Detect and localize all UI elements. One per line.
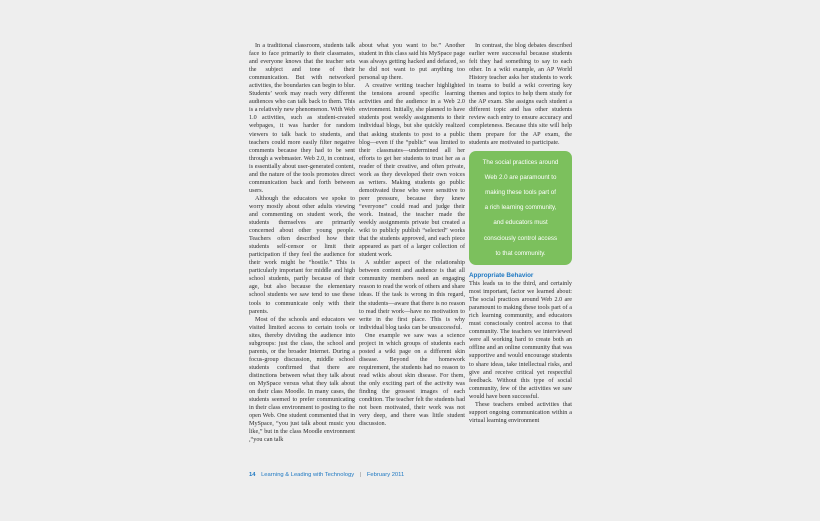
page-number: 14 (249, 472, 256, 478)
pull-quote-line: Web 2.0 are paramount to (484, 173, 557, 181)
paragraph: A subtler aspect of the relationship between content and audience is that all community members need an engaging reason to read the work of others and share ideas. If the task is wrong in this regard, the students—aware that there is no reason to read their work—have no motivation to write in the first place. This is why individual blog tasks can be unsuccessful. (359, 260, 465, 331)
footer-separator: | (359, 472, 362, 478)
pull-quote-line: making these tools part of (485, 189, 556, 197)
pull-quote-line: consciously control access (483, 234, 558, 242)
pull-quote (469, 151, 572, 265)
paragraph: Although the educators we spoke to worry mostly about other adults viewing and commenting on student work, the students themselves are primarily concerned about other young people. Teachers often described how their students self-censor or limit their participation if they feel the audience for their work might be “hostile.” This is particularly important for middle and high school students, partly because of their age, but also because the elementary school students we saw tend to use these tools to communicate only with their parents. (249, 195, 355, 315)
pull-quote-line: and educators must (493, 219, 548, 227)
text-column-2 (359, 42, 465, 428)
paragraph: In a traditional classroom, students talk face to face primarily to their classmates, and everyone knows that the teacher sets the subject and tone of their communication. But with networked activities, the boundaries can begin to blur. Students’ work may reach very different audiences who can talk back to them. This is a relatively new phenomenon. With Web 1.0 activities, such as student-created webpages, it was harder for random viewers to talk back to students, and teachers could more easily filter negative comments because they had to be sent through a webmaster. Web 2.0, in contrast, is essentially about user-generated content, and the nature of the tools promotes direct communication back and forth between users. (249, 43, 355, 194)
section-heading: Appropriate Behavior (469, 272, 534, 280)
paragraph: One example we saw was a science project in which groups of students each posted a wiki page on a different skin disease. Beyond the homework requirement, the students had no reason to read wikis about skin disease. For them, the only exciting part of the activity was finding the grossest images of each condition. The teacher felt the students had not been motivated, their work was not very deep, and there was little student discussion. (359, 332, 465, 428)
text-column-1 (249, 42, 355, 444)
paragraph: A creative writing teacher highlighted the tensions around specific learning activities and the audience in a Web 2.0 environment. Initially, she planned to have students post weekly assignments to their individual blogs, but she quickly realized that asking students to post to a public blog—even if the “public” was limited to their classmates—undermined all her efforts to get her students to trust her as a reader of their creative, and often private, work as they developed their own voices as writers. Making students go public demotivated those who were sensitive to peer pressure, because they knew “everyone” could read and judge their work. Instead, the teacher made the weekly assignments private but created a wiki to publicly publish “selected” works that the students approved, and each piece appeared as part of a larger collection of student work. (359, 83, 465, 259)
paragraph: In contrast, the blog debates described earlier were successful because students felt they had something to say to each other. In a wiki example, an AP World History teacher asks her students to work in teams to build a wiki covering key themes and topics to help them study for the AP exam. She assigns each student a different topic and has other students review each entry to ensure accuracy and completeness. Because this site will help them prepare for the AP exam, the students are motivated to participate. (469, 43, 572, 146)
text-column-3 (469, 42, 572, 425)
pull-quote-line: a rich learning community, (484, 204, 557, 212)
pull-quote-line: The social practices around (482, 158, 559, 166)
paragraph: Most of the schools and educators we visited limited access to certain tools or sites, thereby dividing the audience into subgroups: just the class, the school and parents, or the broader Internet. During a focus-group discussion, middle school students confirmed that there are distinctions between what they talk about on MySpace versus what they talk about on their class Moodle. In many cases, the students seemed to prefer communicating in their class environment to posting to the open Web. One student commented that in MySpace, “you just talk about music you like,” but in the class Moodle environment ,“you can talk (249, 316, 355, 444)
paragraph: This leads us to the third, and certainly most important, factor we learned about: The social practices around Web 2.0 are paramount to making these tools part of a rich learning community, and educators must consciously control access to that community. The teachers we interviewed were all working hard to create both an offline and an online community that was supportive and would encourage students to share ideas, take intellectual risks, and give and receive critical yet respectful feedback. Without this type of social community, few of the activities we saw would have been successful. (469, 281, 572, 400)
publication-name: Learning & Leading with Technology (261, 472, 355, 478)
page-footer (249, 472, 404, 478)
paragraph: These teachers embed activities that support ongoing communication within a virtual learning environment (469, 401, 572, 424)
issue-date: February 2011 (366, 472, 405, 478)
paragraph: about what you want to be.” Another student in this class said his MySpace page was always getting hacked and defaced, so he did not want to put anything too personal up there. (359, 43, 465, 82)
pull-quote-line: to that community. (495, 249, 546, 257)
